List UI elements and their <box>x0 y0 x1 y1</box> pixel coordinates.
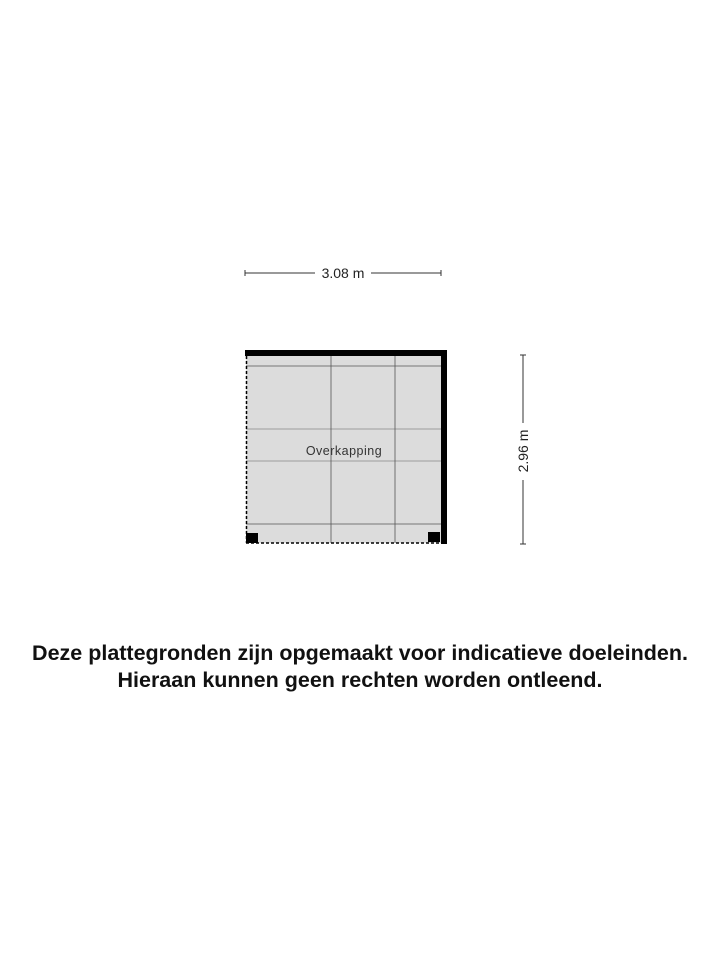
pillar-left <box>246 533 258 543</box>
disclaimer-line-1: Deze plattegronden zijn opgemaakt voor indicatieve doeleinden. <box>32 641 688 665</box>
right-wall <box>441 350 447 544</box>
pillar-right <box>428 532 440 542</box>
height-dimension-label: 2.96 m <box>515 429 531 473</box>
top-wall <box>245 350 447 356</box>
width-dimension-label: 3.08 m <box>321 265 365 281</box>
room-label: Overkapping <box>305 444 383 458</box>
disclaimer-line-2: Hieraan kunnen geen rechten worden ontleend. <box>117 668 603 692</box>
